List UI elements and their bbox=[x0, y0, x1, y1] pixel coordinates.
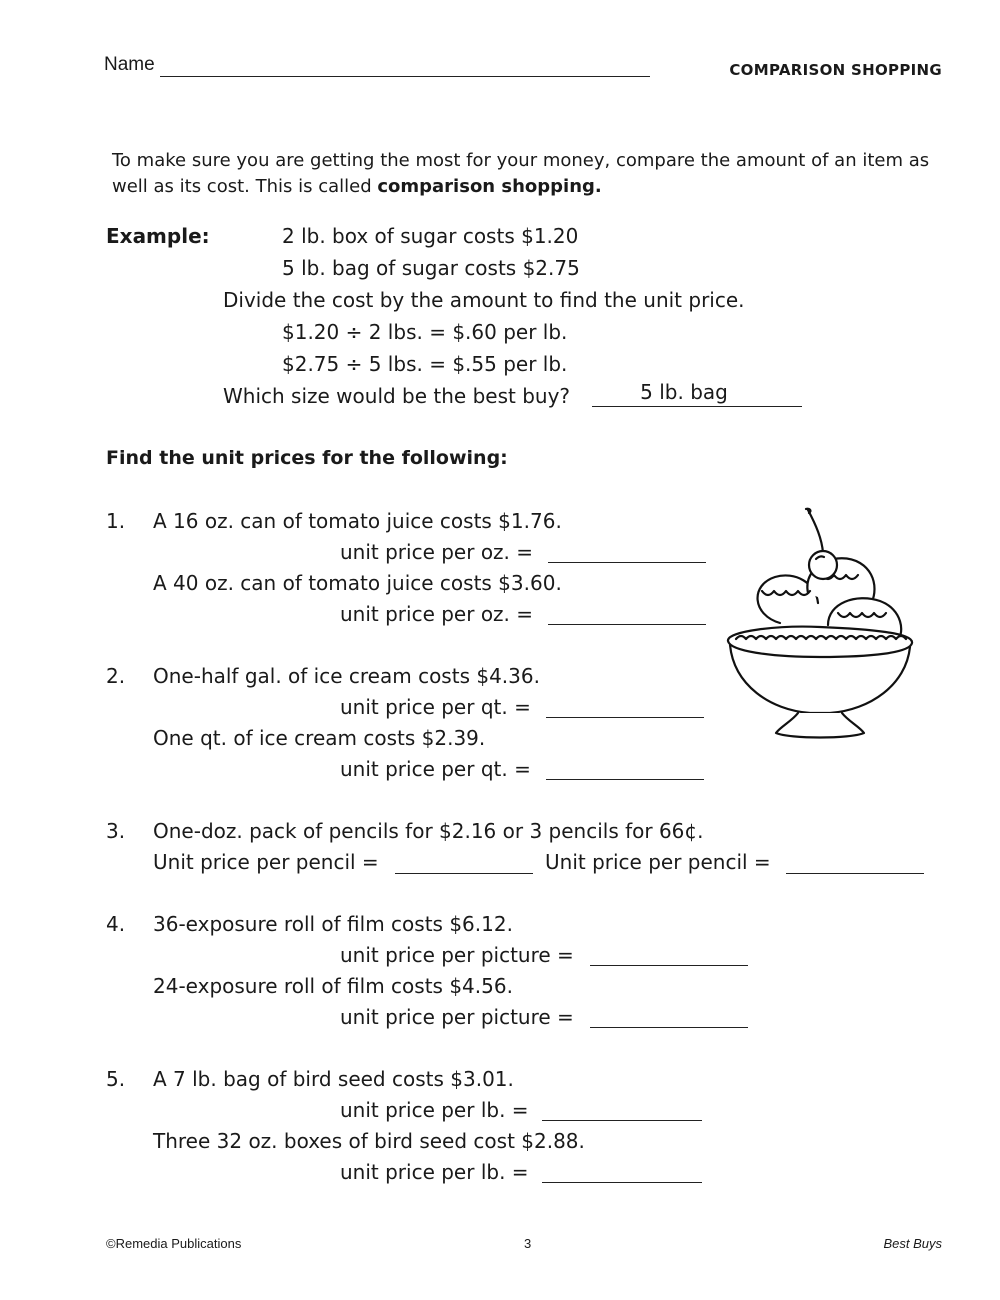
example-line-2: 5 lb. bag of sugar costs $2.75 bbox=[282, 256, 580, 280]
problem-5-number: 5. bbox=[106, 1067, 126, 1091]
example-line-3: Divide the cost by the amount to find the unit price. bbox=[223, 288, 745, 312]
problem-2-answer-2[interactable] bbox=[546, 779, 704, 780]
problem-1-prompt-2: unit price per oz. = bbox=[340, 602, 534, 626]
problem-3-prompt-1: Unit price per pencil = bbox=[153, 850, 379, 874]
name-field[interactable] bbox=[160, 76, 650, 77]
problem-4-text-1: 36-exposure roll of film costs $6.12. bbox=[153, 912, 513, 936]
example-answer-blank bbox=[592, 406, 802, 407]
problem-5-prompt-1: unit price per lb. = bbox=[340, 1098, 529, 1122]
problem-5-answer-2[interactable] bbox=[542, 1182, 702, 1183]
problem-1-answer-1[interactable] bbox=[548, 562, 706, 563]
problem-4-text-2: 24-exposure roll of film costs $4.56. bbox=[153, 974, 513, 998]
example-answer: 5 lb. bag bbox=[640, 380, 728, 404]
worksheet-topic: COMPARISON SHOPPING bbox=[729, 61, 942, 79]
intro-bold-term: comparison shopping. bbox=[377, 176, 602, 197]
problem-1-answer-2[interactable] bbox=[548, 624, 706, 625]
problem-2-prompt-1: unit price per qt. = bbox=[340, 695, 531, 719]
problem-4-prompt-1: unit price per picture = bbox=[340, 943, 574, 967]
problem-5-prompt-2: unit price per lb. = bbox=[340, 1160, 529, 1184]
problem-3-text-1: One-doz. pack of pencils for $2.16 or 3 pencils for 66¢. bbox=[153, 819, 704, 843]
problem-4-answer-1[interactable] bbox=[590, 965, 748, 966]
problem-1-prompt-1: unit price per oz. = bbox=[340, 540, 534, 564]
problem-5-text-2: Three 32 oz. boxes of bird seed cost $2.88. bbox=[153, 1129, 585, 1153]
problem-2-number: 2. bbox=[106, 664, 126, 688]
problem-1-text-2: A 40 oz. can of tomato juice costs $3.60. bbox=[153, 571, 562, 595]
problem-1-number: 1. bbox=[106, 509, 126, 533]
problem-1-text-1: A 16 oz. can of tomato juice costs $1.76. bbox=[153, 509, 562, 533]
problem-3-answer-2[interactable] bbox=[786, 873, 924, 874]
instructions-heading: Find the unit prices for the following: bbox=[106, 447, 508, 469]
problem-4-prompt-2: unit price per picture = bbox=[340, 1005, 574, 1029]
example-line-4: $1.20 ÷ 2 lbs. = $.60 per lb. bbox=[282, 320, 568, 344]
problem-2-text-1: One-half gal. of ice cream costs $4.36. bbox=[153, 664, 540, 688]
problem-2-text-2: One qt. of ice cream costs $2.39. bbox=[153, 726, 486, 750]
problem-4-answer-2[interactable] bbox=[590, 1027, 748, 1028]
intro-text: To make sure you are getting the most for your money, compare the amount of an item as well as its cost. This is called bbox=[112, 150, 930, 197]
problem-3-answer-1[interactable] bbox=[395, 873, 533, 874]
problem-5-answer-1[interactable] bbox=[542, 1120, 702, 1121]
problem-3-number: 3. bbox=[106, 819, 126, 843]
name-label: Name bbox=[104, 54, 155, 75]
footer-publisher: ©Remedia Publications bbox=[106, 1236, 242, 1251]
problem-5-text-1: A 7 lb. bag of bird seed costs $3.01. bbox=[153, 1067, 514, 1091]
problem-2-prompt-2: unit price per qt. = bbox=[340, 757, 531, 781]
example-question: Which size would be the best buy? bbox=[223, 384, 571, 408]
footer-book-title: Best Buys bbox=[883, 1236, 942, 1251]
problem-4-number: 4. bbox=[106, 912, 126, 936]
problem-2-answer-1[interactable] bbox=[546, 717, 704, 718]
example-line-1: 2 lb. box of sugar costs $1.20 bbox=[282, 224, 579, 248]
ice-cream-sundae-icon bbox=[720, 505, 920, 745]
example-line-5: $2.75 ÷ 5 lbs. = $.55 per lb. bbox=[282, 352, 568, 376]
footer-page-number: 3 bbox=[524, 1236, 532, 1251]
problem-3-prompt-2: Unit price per pencil = bbox=[545, 850, 771, 874]
example-label: Example: bbox=[106, 224, 210, 248]
intro-paragraph bbox=[112, 148, 932, 200]
